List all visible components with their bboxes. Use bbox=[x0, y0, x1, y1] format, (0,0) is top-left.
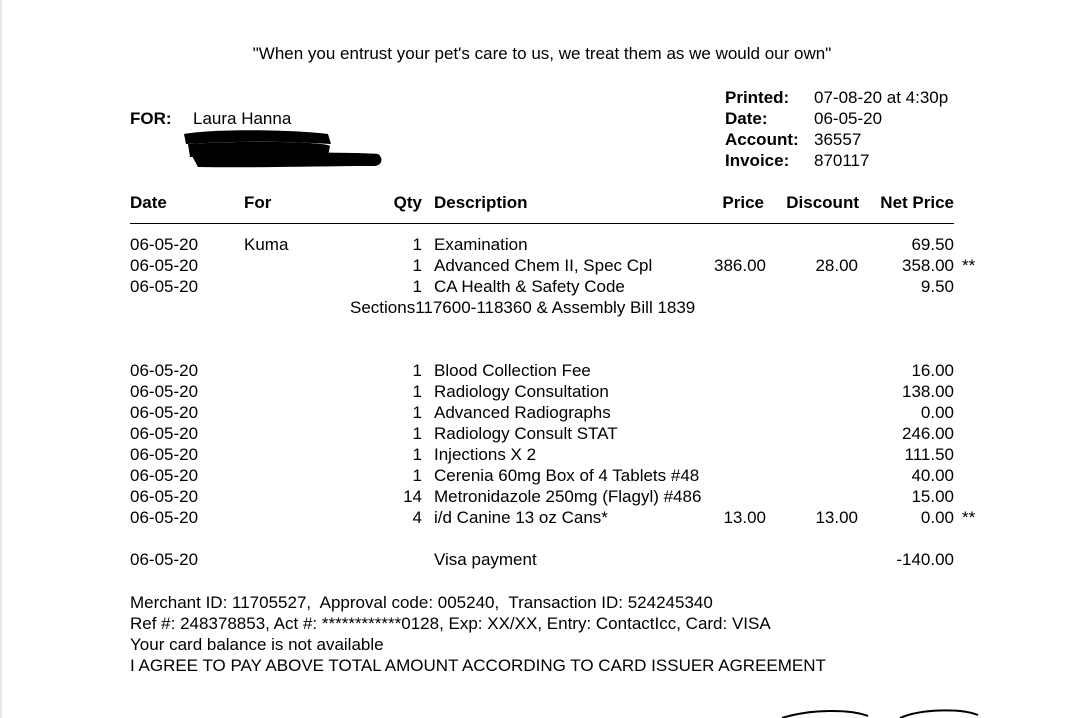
item-date: 06-05-20 bbox=[130, 403, 199, 422]
item-flag: ** bbox=[962, 508, 976, 527]
printed-label: Printed: bbox=[725, 88, 790, 107]
item-net-price: 0.00 bbox=[920, 508, 954, 527]
item-net-price: 69.50 bbox=[911, 235, 954, 254]
item-discount: 28.00 bbox=[815, 256, 858, 275]
item-net-price: 9.50 bbox=[920, 277, 954, 296]
item-net-price: 15.00 bbox=[911, 487, 954, 506]
client-name: Laura Hanna bbox=[193, 109, 292, 128]
item-date: 06-05-20 bbox=[130, 235, 199, 254]
item-date: 06-05-20 bbox=[130, 382, 199, 401]
payment-amount: -140.00 bbox=[896, 550, 954, 569]
code-continuation: Sections117600-118360 & Assembly Bill 1839 bbox=[350, 298, 696, 317]
page-edge bbox=[0, 0, 2, 718]
item-qty: 4 bbox=[412, 508, 422, 527]
printed-value: 07-08-20 at 4:30p bbox=[814, 88, 949, 107]
item-description: CA Health & Safety Code bbox=[434, 277, 625, 296]
item-net-price: 111.50 bbox=[904, 445, 954, 464]
payment-description: Visa payment bbox=[434, 550, 537, 569]
item-date: 06-05-20 bbox=[130, 256, 199, 275]
item-description: Examination bbox=[434, 235, 528, 254]
invoice-label: Invoice: bbox=[725, 151, 790, 170]
item-qty: 1 bbox=[412, 382, 422, 401]
reference-line: Ref #: 248378853, Act #: ************0128, Exp: XX/XX, Entry: ContactIcc, Card: VISA bbox=[130, 614, 771, 633]
header-date: Date bbox=[130, 193, 167, 212]
item-qty: 1 bbox=[412, 403, 422, 422]
item-qty: 14 bbox=[403, 487, 422, 506]
header-rule bbox=[130, 223, 954, 224]
item-description: Blood Collection Fee bbox=[434, 361, 591, 380]
for-label: FOR: bbox=[130, 109, 172, 128]
item-description: Advanced Chem II, Spec Cpl bbox=[434, 256, 653, 275]
item-description: Cerenia 60mg Box of 4 Tablets #48 bbox=[434, 466, 700, 485]
merchant-line: Merchant ID: 11705527, Approval code: 005240, Transaction ID: 524245340 bbox=[130, 593, 713, 612]
redacted-address bbox=[178, 126, 388, 172]
item-date: 06-05-20 bbox=[130, 445, 199, 464]
item-net-price: 0.00 bbox=[920, 403, 954, 422]
item-net-price: 40.00 bbox=[911, 466, 954, 485]
item-flag: ** bbox=[962, 256, 976, 275]
header-discount: Discount bbox=[786, 193, 859, 212]
partial-mark-graphic bbox=[770, 706, 990, 718]
item-net-price: 138.00 bbox=[902, 382, 954, 401]
item-date: 06-05-20 bbox=[130, 508, 199, 527]
header-for: For bbox=[244, 193, 272, 212]
item-qty: 1 bbox=[412, 424, 422, 443]
header-description: Description bbox=[434, 193, 528, 212]
item-price: 386.00 bbox=[714, 256, 766, 275]
header-qty: Qty bbox=[393, 193, 422, 212]
item-date: 06-05-20 bbox=[130, 424, 199, 443]
item-price: 13.00 bbox=[723, 508, 766, 527]
account-value: 36557 bbox=[814, 130, 862, 149]
item-qty: 1 bbox=[412, 445, 422, 464]
item-description: i/d Canine 13 oz Cans* bbox=[434, 508, 608, 527]
balance-line: Your card balance is not available bbox=[130, 635, 384, 654]
item-description: Advanced Radiographs bbox=[434, 403, 611, 422]
item-qty: 1 bbox=[412, 466, 422, 485]
header-price: Price bbox=[722, 193, 764, 212]
item-qty: 1 bbox=[412, 235, 422, 254]
item-description: Radiology Consult STAT bbox=[434, 424, 618, 443]
item-qty: 1 bbox=[412, 277, 422, 296]
payment-date: 06-05-20 bbox=[130, 550, 199, 569]
item-date: 06-05-20 bbox=[130, 466, 199, 485]
item-discount: 13.00 bbox=[815, 508, 858, 527]
item-description: Injections X 2 bbox=[434, 445, 537, 464]
tagline: "When you entrust your pet's care to us, we treat them as we would our own" bbox=[252, 44, 832, 63]
invoice-value: 870117 bbox=[814, 151, 870, 170]
item-net-price: 16.00 bbox=[911, 361, 954, 380]
header-net-price: Net Price bbox=[880, 193, 954, 212]
item-description: Radiology Consultation bbox=[434, 382, 609, 401]
item-date: 06-05-20 bbox=[130, 277, 199, 296]
account-label: Account: bbox=[725, 130, 799, 149]
item-qty: 1 bbox=[412, 256, 422, 275]
item-date: 06-05-20 bbox=[130, 487, 199, 506]
item-net-price: 246.00 bbox=[902, 424, 954, 443]
date-value: 06-05-20 bbox=[814, 109, 883, 128]
item-patient: Kuma bbox=[244, 235, 289, 254]
agreement-line: I AGREE TO PAY ABOVE TOTAL AMOUNT ACCORDING TO CARD ISSUER AGREEMENT bbox=[130, 656, 826, 675]
item-qty: 1 bbox=[412, 361, 422, 380]
item-description: Metronidazole 250mg (Flagyl) #486 bbox=[434, 487, 702, 506]
item-net-price: 358.00 bbox=[902, 256, 954, 275]
date-label: Date: bbox=[725, 109, 768, 128]
item-date: 06-05-20 bbox=[130, 361, 199, 380]
